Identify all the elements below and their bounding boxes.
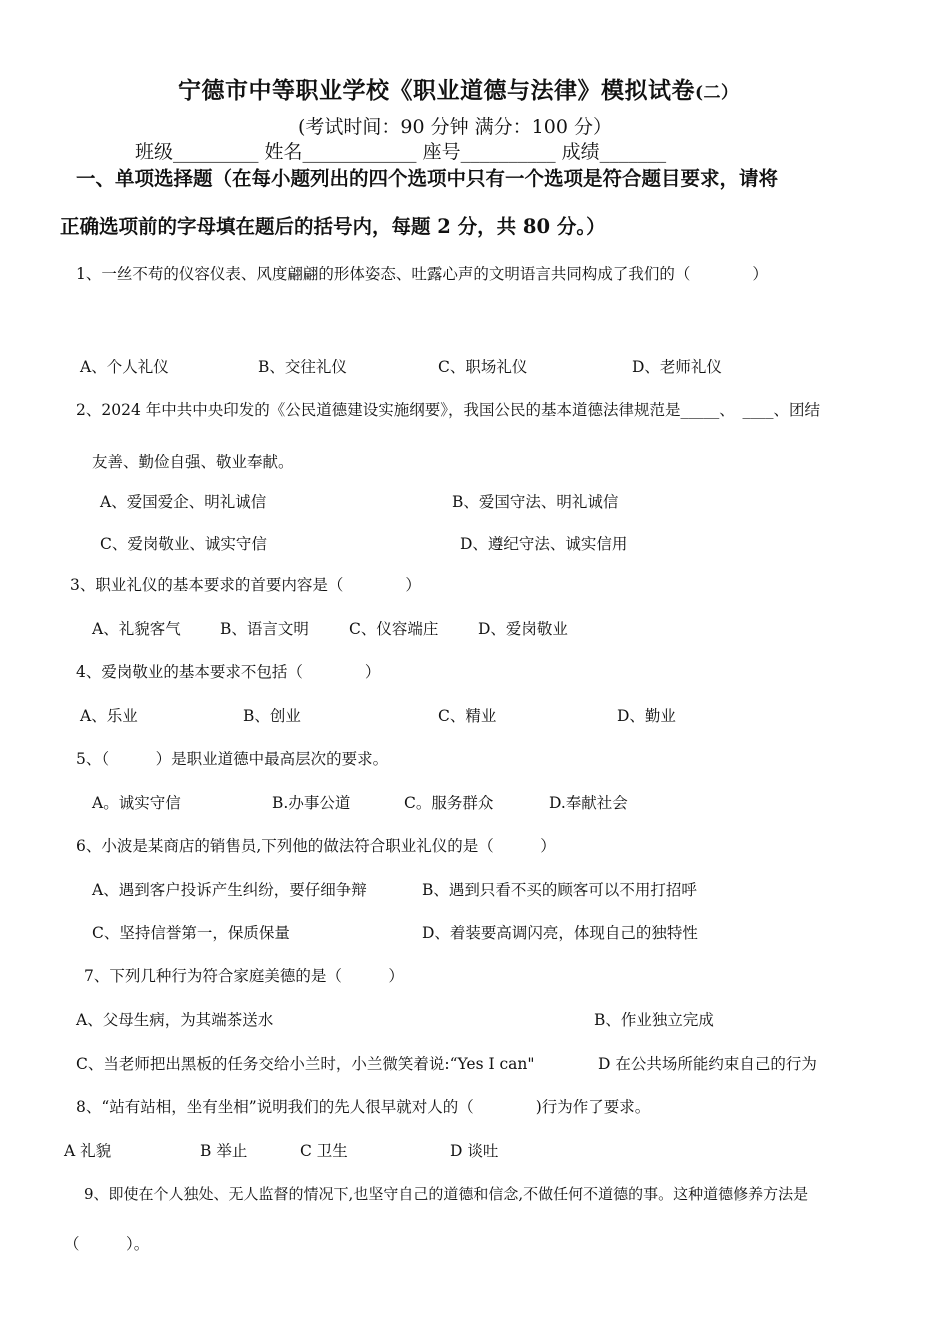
q4-option-b: B、创业 — [243, 707, 301, 725]
question-4: 4、爱岗敬业的基本要求不包括（ ） — [76, 663, 381, 681]
exam-title-suffix: (二） — [695, 83, 739, 103]
q5-option-b: B.办事公道 — [272, 794, 351, 812]
q3-option-a: A、礼貌客气 — [92, 620, 181, 638]
question-9-line1: 9、即使在个人独处、无人监督的情况下,也坚守自己的道德和信念,不做任何不道德的事。这种道德修养方法是 — [84, 1185, 809, 1203]
q2-option-a: A、爱国爱企、明礼诚信 — [100, 493, 267, 511]
q7-option-b: B、作业独立完成 — [594, 1011, 714, 1029]
q5-option-a: A。诚实守信 — [92, 794, 181, 812]
section-heading-line2: 正确选项前的字母填在题后的括号内，每题 2 分，共 80 分。） — [60, 215, 606, 238]
question-9-line2: （ ）。 — [64, 1235, 150, 1253]
q2-option-c: C、爱岗敬业、诚实守信 — [100, 535, 267, 553]
q6-option-c: C、坚持信誉第一，保质保量 — [92, 924, 290, 942]
exam-title-main: 宁德市中等职业学校《职业道德与法律》模拟试卷 — [178, 77, 695, 104]
exam-subtitle: (考试时间：90 分钟 满分：100 分） — [298, 116, 612, 138]
q8-option-c: C 卫生 — [300, 1142, 348, 1160]
q3-option-c: C、仪容端庄 — [349, 620, 439, 638]
question-5: 5、（ ）是职业道德中最高层次的要求。 — [76, 750, 389, 768]
q8-option-d: D 谈吐 — [450, 1142, 499, 1160]
q7-option-d: D 在公共场所能约束自己的行为 — [598, 1055, 817, 1073]
q2-option-d: D、遵纪守法、诚实信用 — [460, 535, 628, 553]
question-6: 6、小波是某商店的销售员,下列他的做法符合职业礼仪的是（ ） — [76, 837, 556, 855]
exam-title — [178, 72, 739, 105]
q2-option-b: B、爱国守法、明礼诚信 — [452, 493, 619, 511]
q4-option-d: D、勤业 — [617, 707, 676, 725]
student-info-line: 班级_________ 姓名____________ 座号__________ 成绩_______ — [135, 141, 667, 163]
q3-option-b: B、语言文明 — [220, 620, 309, 638]
q7-option-a: A、父母生病，为其端茶送水 — [76, 1011, 274, 1029]
q6-option-d: D、着装要高调闪亮，体现自己的独特性 — [422, 924, 698, 942]
q6-option-a: A、遇到客户投诉产生纠纷，要仔细争辩 — [92, 881, 367, 899]
q4-option-c: C、精业 — [438, 707, 497, 725]
q1-option-a: A、个人礼仪 — [80, 358, 169, 376]
q1-option-d: D、老师礼仪 — [632, 358, 722, 376]
q5-option-d: D.奉献社会 — [549, 794, 628, 812]
q3-option-d: D、爱岗敬业 — [478, 620, 568, 638]
section-heading-line1: 一、单项选择题（在每小题列出的四个选项中只有一个选项是符合题目要求，请将 — [76, 167, 779, 190]
question-3: 3、职业礼仪的基本要求的首要内容是（ ） — [70, 576, 421, 594]
question-2-line2: 友善、勤俭自强、敬业奉献。 — [92, 453, 294, 471]
q7-option-c: C、当老师把出黑板的任务交给小兰时，小兰微笑着说:“Yes I can" — [76, 1055, 535, 1073]
q8-option-a: A 礼貌 — [64, 1142, 112, 1160]
question-1: 1、一丝不苟的仪容仪表、风度翩翩的形体姿态、吐露心声的文明语言共同构成了我们的（ ） — [76, 265, 768, 283]
q5-option-c: C。服务群众 — [404, 794, 494, 812]
q8-option-b: B 举止 — [200, 1142, 248, 1160]
q1-option-c: C、职场礼仪 — [438, 358, 528, 376]
q4-option-a: A、乐业 — [80, 707, 138, 725]
q1-option-b: B、交往礼仪 — [258, 358, 347, 376]
question-2-line1: 2、2024 年中共中央印发的《公民道德建设实施纲要》，我国公民的基本道德法律规范是_____、 ____、团结 — [76, 401, 820, 419]
question-8: 8、“站有站相，坐有坐相”说明我们的先人很早就对人的（ )行为作了要求。 — [76, 1098, 651, 1116]
question-7: 7、下列几种行为符合家庭美德的是（ ） — [84, 967, 404, 985]
q6-option-b: B、遇到只看不买的顾客可以不用打招呼 — [422, 881, 697, 899]
